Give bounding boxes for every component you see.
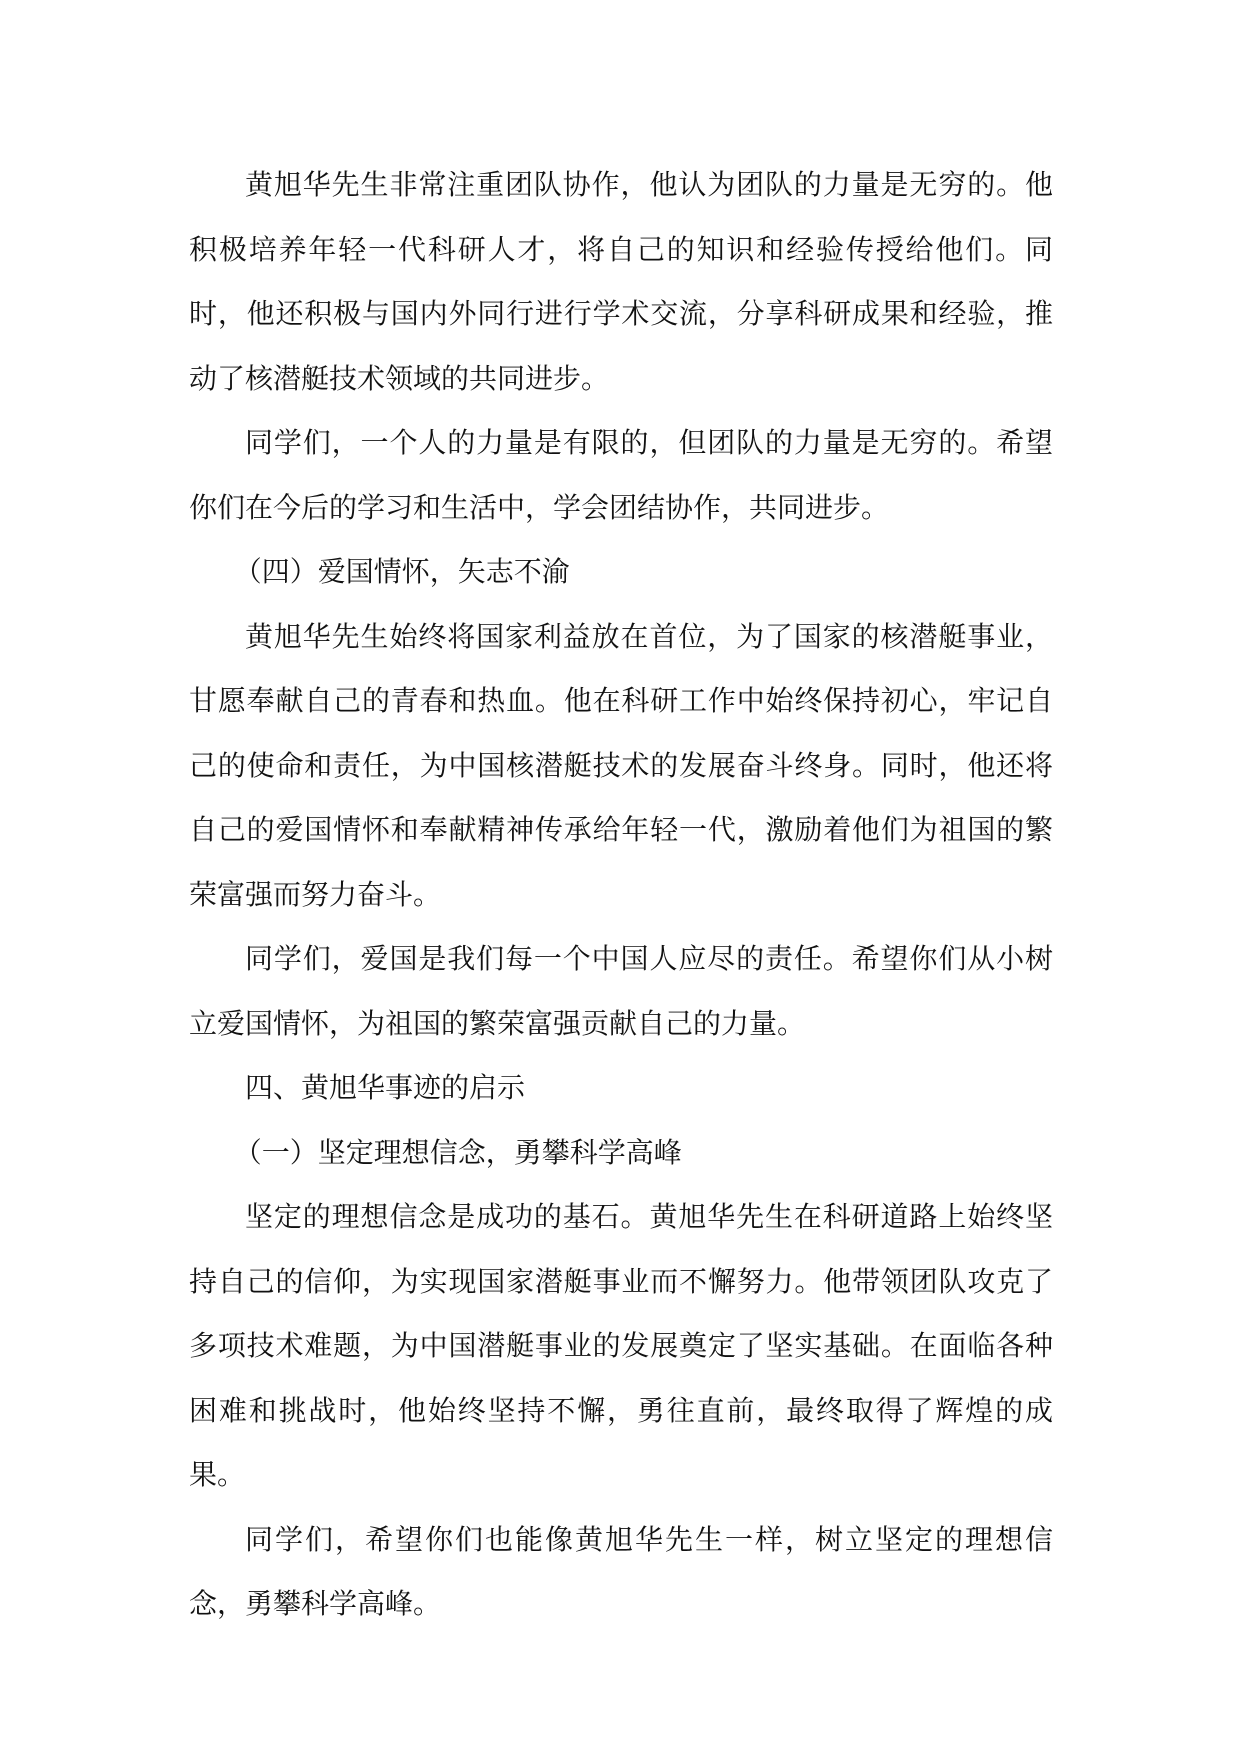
paragraph-team-exhortation: 同学们，一个人的力量是有限的，但团队的力量是无穷的。希望你们在今后的学习和生活中，学会团结协作，共同进步。 xyxy=(189,426,1053,524)
document-body xyxy=(189,153,1053,1637)
subheading-ideals: （一）坚定理想信念，勇攀科学高峰 xyxy=(233,1135,682,1169)
heading-inspiration: 四、黄旭华事迹的启示 xyxy=(245,1071,526,1104)
paragraph-ideals-exhortation: 同学们，希望你们也能像黄旭华先生一样，树立坚定的理想信念，勇攀科学高峰。 xyxy=(189,1522,1053,1620)
paragraph-ideals: 坚定的理想信念是成功的基石。黄旭华先生在科研道路上始终坚持自己的信仰，为实现国家潜艇事业而不懈努力。他带领团队攻克了多项技术难题，为中国潜艇事业的发展奠定了坚实基础。在面临各种困难和挑战时，他始终坚持不懈，勇往直前，最终取得了辉煌的成果。 xyxy=(189,1200,1053,1491)
paragraph-patriotism: 黄旭华先生始终将国家利益放在首位，为了国家的核潜艇事业，甘愿奉献自己的青春和热血。他在科研工作中始终保持初心，牢记自己的使命和责任，为中国核潜艇技术的发展奋斗终身。同时，他还将自己的爱国情怀和奉献精神传承给年轻一代，激励着他们为祖国的繁荣富强而努力奋斗。 xyxy=(189,619,1053,911)
subheading-patriotism: （四）爱国情怀，矢志不渝 xyxy=(233,555,570,588)
paragraph-patriotism-exhortation: 同学们，爱国是我们每一个中国人应尽的责任。希望你们从小树立爱国情怀，为祖国的繁荣富强贡献自己的力量。 xyxy=(189,942,1053,1040)
paragraph-team-collaboration: 黄旭华先生非常注重团队协作，他认为团队的力量是无穷的。他积极培养年轻一代科研人才，将自己的知识和经验传授给他们。同时，他还积极与国内外同行进行学术交流，分享科研成果和经验，推动了核潜艇技术领域的共同进步。 xyxy=(189,168,1053,395)
